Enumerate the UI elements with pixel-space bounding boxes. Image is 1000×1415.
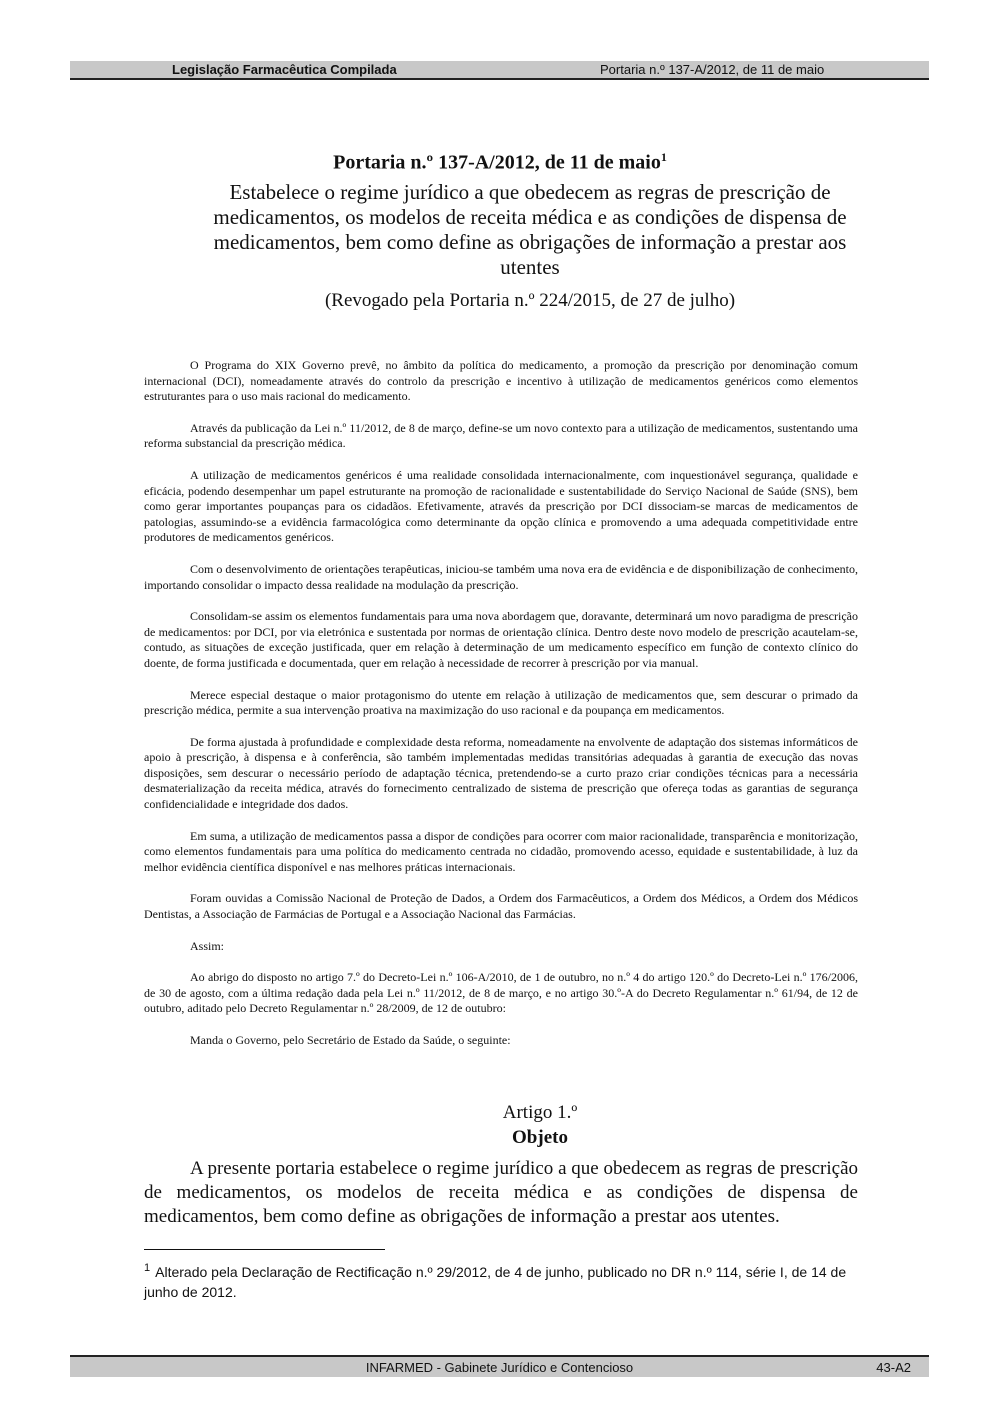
article-number: Artigo 1.º — [502, 1102, 578, 1123]
paragraph: Consolidam-se assim os elementos fundamentais para uma nova abordagem que, doravante, determinará um novo paradigma de prescrição de medicamentos: por DCI, por via eletrónica e sustentada por normas de orientação clínica. Dentro deste novo modelo de prescrição acautelam-se, contudo, as situações de exceção justificada, quer em relação à determinação de um medicamento específico em função de contexto clínico do doente, de forma justificada e documentada, quer em relação à necessidade de recorrer à prescrição por via manual. — [144, 609, 858, 670]
paragraph: Assim: — [190, 938, 225, 953]
revocation-note: (Revogado pela Portaria n.º 224/2015, de 27 de julho) — [324, 290, 736, 311]
paragraph: Merece especial destaque o maior protagonismo do utente em relação à utilização de medicamentos que, sem descurar o primado da prescrição médica, permite a sua intervenção proativa na maximização do uso racional e da poupança em medicamentos. — [144, 687, 858, 718]
paragraph: Através da publicação da Lei n.º 11/2012, de 8 de março, define-se um novo contexto para a utilização de medicamentos, sustentando uma reforma substancial da prescrição médica. — [144, 420, 858, 451]
page-header — [70, 61, 929, 80]
footnote-divider — [144, 1249, 385, 1250]
paragraph: Com o desenvolvimento de orientações terapêuticas, iniciou-se também uma nova era de evidência e de disponibilização de conhecimento, importando consolidar o impacto dessa realidade na modulação da prescrição. — [144, 561, 858, 592]
footnote-mark: 1 — [144, 1262, 151, 1275]
paragraph: A utilização de medicamentos genéricos é uma realidade consolidada internacionalmente, com inquestionável segurança, qualidade e eficácia, podendo desempenhar um papel estruturante na promoção de racionalidade e sustentabilidade do Serviço Nacional de Saúde (SNS), bem como gerar importantes poupanças para os cidadãos. Efetivamente, através da prescrição por DCI dissociam-se marcas de medicamentos de patologias, assumindo-se a evidência farmacológica como determinante da opção clínica e promovendo a uma adequada competitividade entre produtores de medicamentos genéricos. — [144, 467, 858, 545]
paragraph: De forma ajustada à profundidade e complexidade desta reforma, nomeadamente na envolvente de adaptação dos sistemas informáticos de apoio à prescrição, à dispensa e à conferência, são também implementadas medidas transitórias adequadas à garantia de execução das novas disposições, sem descurar o necessário período de adaptação técnica, pretendendo-se a curto prazo criar condições técnicas para a necessária desmaterialização da receita médica, através do fornecimento centralizado de sistema de prescrição que ofereça todas as garantias de segurança confidencialidade e integridade dos dados. — [144, 734, 858, 812]
page-number: 43-A2 — [876, 1360, 911, 1375]
document-subtitle: Estabelece o regime jurídico a que obedecem as regras de prescrição de medicamentos, os modelos de receita médica e as condições de dispensa de medicamentos, bem como define as obrigações de informação a prestar aos utentes — [213, 180, 847, 279]
preamble — [144, 358, 858, 1065]
paragraph: Ao abrigo do disposto no artigo 7.º do Decreto-Lei n.º 106-A/2010, de 1 de outubro, no n.º 4 do artigo 120.º do Decreto-Lei n.º 176/2006, de 30 de agosto, com a última redação dada pela Lei n.º 11/2012, de 8 de março, e no artigo 30.º-A do Decreto Regulamentar n.º 61/94, de 12 de outubro, aditado pelo Decreto Regulamentar n.º 28/2009, de 12 de outubro: — [144, 970, 858, 1016]
footnote-reference: 1 — [660, 150, 667, 164]
header-publication-title: Legislação Farmacêutica Compilada — [172, 62, 397, 77]
header-document-ref: Portaria n.º 137-A/2012, de 11 de maio — [600, 62, 825, 77]
paragraph: Manda o Governo, pelo Secretário de Estado da Saúde, o seguinte: — [190, 1033, 511, 1047]
article-heading: Objeto — [512, 1127, 568, 1148]
footnote-text: Alterado pela Declaração de Rectificação n.º 29/2012, de 4 de junho, publicado no DR n.º 114, série I, de 14 de junho de 2012. — [144, 1264, 847, 1300]
paragraph: Foram ouvidas a Comissão Nacional de Proteção de Dados, a Ordem dos Farmacêuticos, a Ordem dos Médicos, a Ordem dos Médicos Dentistas, a Associação de Farmácias de Portugal e a Associação Nacional das Farmácias. — [144, 891, 858, 922]
document-title-text: Portaria n.º 137-A/2012, de 11 de maio — [333, 151, 661, 174]
footer-organization: INFARMED - Gabinete Jurídico e Contencioso — [365, 1360, 634, 1375]
page-footer — [70, 1355, 929, 1377]
footnote — [144, 1262, 854, 1302]
paragraph: O Programa do XIX Governo prevê, no âmbito da política do medicamento, a promoção da prescrição por denominação comum internacional (DCI), nomeadamente através do controlo da prescrição e incentivo à utilização de medicamentos genéricos como elementos estruturantes para o uso mais racional do medicamento. — [144, 358, 858, 404]
paragraph: Em suma, a utilização de medicamentos passa a dispor de condições para ocorrer com maior racionalidade, transparência e monitorização, como elementos fundamentais para uma política do medicamento centrada no cidadão, promovendo acesso, equidade e sustentabilidade, à luz da melhor evidência científica disponível e nas melhores práticas internacionais. — [144, 828, 858, 874]
document-title — [120, 143, 880, 177]
article-text: A presente portaria estabelece o regime jurídico a que obedecem as regras de prescrição de medicamentos, os modelos de receita médica e as condições de dispensa de medicamentos, bem como define as obrigações de informação a prestar aos utentes. — [144, 1158, 858, 1227]
